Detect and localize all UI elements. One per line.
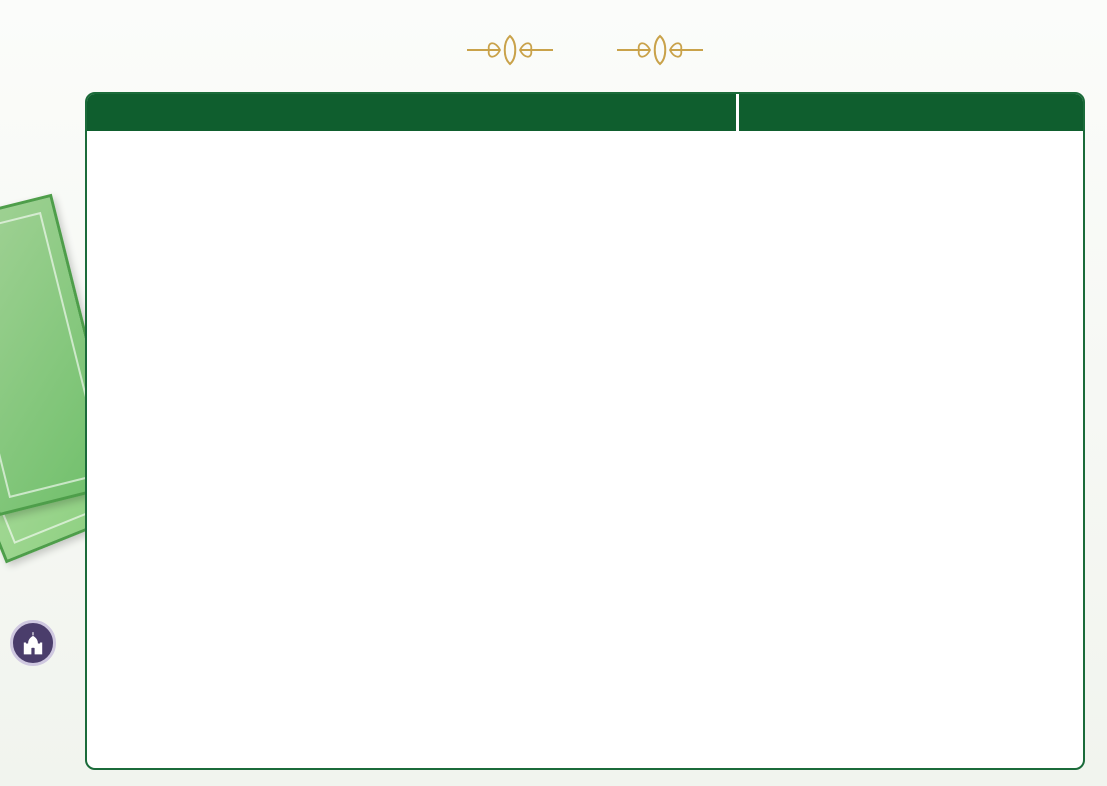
table-header [87, 94, 1083, 131]
mosque-icon [10, 620, 56, 666]
header-ownership [739, 94, 1083, 131]
title-row [85, 10, 1085, 90]
ornament-icon [615, 30, 705, 70]
ownership-table [85, 92, 1085, 770]
legend-waqf [6, 620, 60, 696]
ornament-icon [465, 30, 555, 70]
header-description [87, 94, 739, 131]
